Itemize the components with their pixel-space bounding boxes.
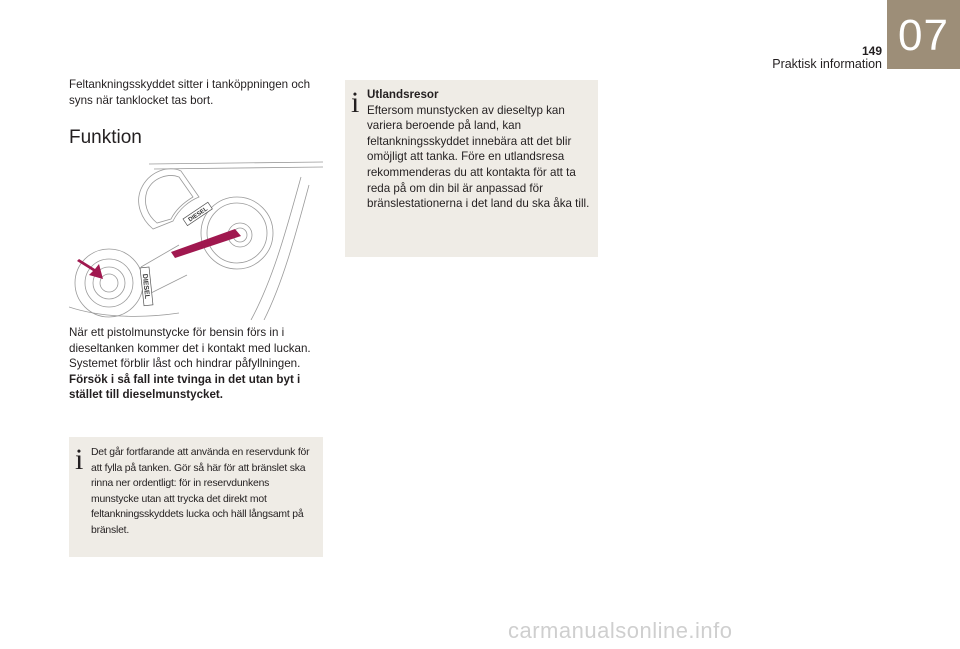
callout-arrow xyxy=(171,229,241,258)
fuel-cap-ring xyxy=(85,259,133,307)
note-reserve-can-text: Det går fortfarande att använda en reservdunk för att fylla på tanken. Gör så här för att bränslet ska rinna ner ordentligt: för in reservdunkens munstycke utan att trycka det direkt mot feltankningsskyddets lucka och häll långsamt på bränslet. xyxy=(91,447,310,536)
cap-decal xyxy=(140,267,153,306)
body-text xyxy=(69,325,324,403)
note-travel-abroad xyxy=(345,80,598,257)
panel-line xyxy=(149,162,323,164)
section-title: Praktisk information xyxy=(772,57,882,71)
info-icon: i xyxy=(351,86,360,119)
cap-shading xyxy=(69,307,179,316)
panel-line xyxy=(251,177,301,320)
note-travel-abroad-title: Utlandsresor xyxy=(367,88,439,101)
panel-line xyxy=(154,167,323,169)
watermark: carmanualsonline.info xyxy=(508,618,733,643)
body-paragraph: När ett pistolmunstycke för bensin förs in i dieseltanken kommer det i kontakt med luckan. Systemet förblir låst och hindrar påfyllningen. xyxy=(69,326,311,371)
intro-paragraph: Feltankningsskyddet sitter i tanköppningen och syns när tanklocket tas bort. xyxy=(69,78,311,107)
pointer-arrow xyxy=(77,259,103,279)
fuel-flap-inner xyxy=(145,176,193,223)
body-warning: Försök i så fall inte tvinga in det utan byt i stället till dieselmunstycket. xyxy=(69,372,301,402)
panel-line xyxy=(264,185,309,320)
page-number: 149 xyxy=(861,44,882,58)
fuel-cap-center xyxy=(100,274,118,292)
note-reserve-can xyxy=(69,437,323,557)
flap-decal-label: DIESEL xyxy=(187,206,210,224)
note-travel-abroad-text: Eftersom munstycken av dieseltyp kan variera beroende på land, kan feltankningsskyddet innebära att det blir omöjligt att tanka. Före en utlandsresa rekommenderas du att kontakta för att ta reda på om din bil är anpassad för bränslestationerna i det land du ska åka till. xyxy=(367,103,590,211)
info-icon: i xyxy=(75,443,84,476)
fuel-cap-illustration xyxy=(69,157,323,320)
section-heading: Funktion xyxy=(69,127,142,148)
cap-decal-label: DIESEL xyxy=(140,273,151,300)
note-travel-abroad-body xyxy=(367,87,594,212)
flap-decal xyxy=(183,202,212,226)
chapter-tab: 07 xyxy=(887,0,960,69)
